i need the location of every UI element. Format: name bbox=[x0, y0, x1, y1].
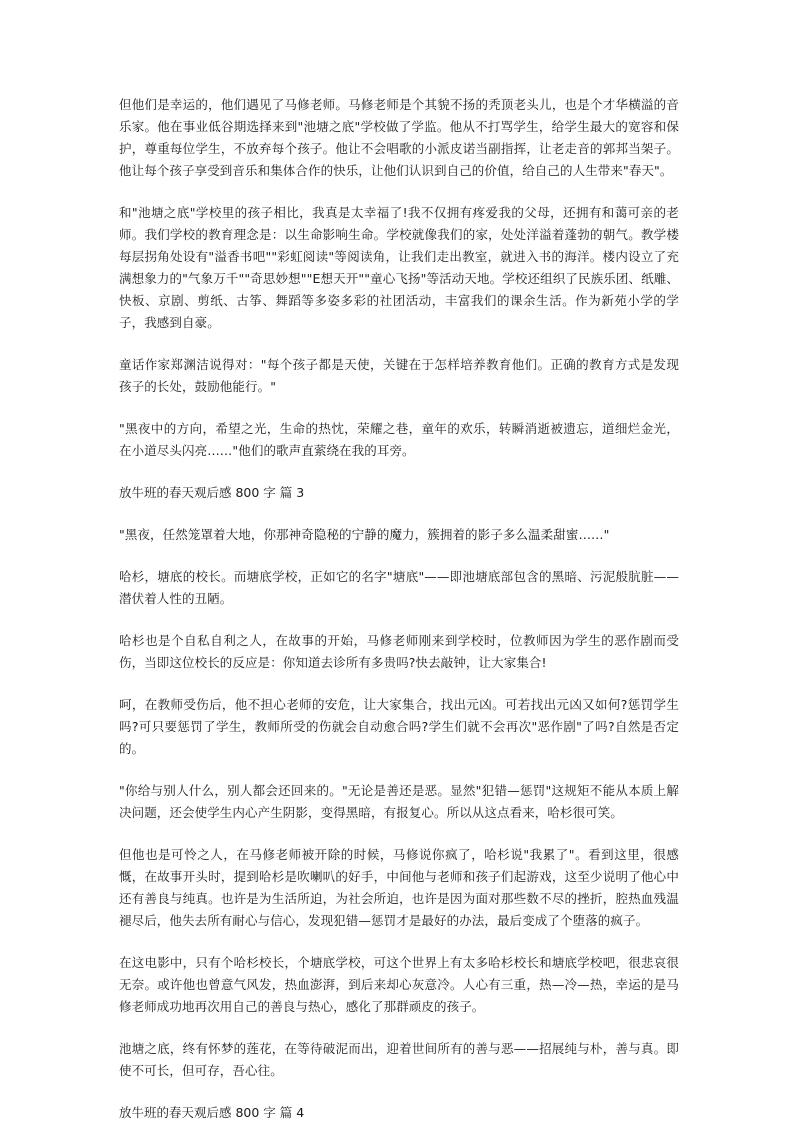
paragraph-teacher-mathieu: 但他们是幸运的，他们遇见了马修老师。马修老师是个其貌不扬的秃顶老头儿，也是个才华横溢的音乐家。他在事业低谷期选择来到"池塘之底"学校做了学监。他从不打骂学生，给学生最大的宽容和保护，尊重每位学生，不放弃每个孩子。他让不会唱歌的小派皮诺当副指挥，让老走音的郭邦当架子。他让每个孩子享受到音乐和集体合作的快乐，让他们认识到自己的价值，给自己的人生带来"春天"。 bbox=[119, 97, 679, 178]
paragraph-giving: "你给与别人什么，别人都会还回来的。"无论是善还是恶。显然"犯错—惩罚"这规矩不能从本质上解决问题，还会使学生内心产生阴影，变得黑暗，有报复心。所以从这点看来，哈杉很可笑。 bbox=[119, 783, 679, 820]
document-page bbox=[119, 94, 679, 1144]
paragraph-selfish: 哈杉也是个自私自利之人，在故事的开始，马修老师刚来到学校时，位教师因为学生的恶作剧而受伤，当即这位校长的反应是：你知道去诊所有多贵吗?快去敲钟，让大家集合! bbox=[119, 633, 679, 670]
paragraph-pitiful: 但他也是可怜之人，在马修老师被开除的时候，马修说你疯了，哈杉说"我累了"。看到这里，很感慨，在故事开头时，提到哈杉是吹喇叭的好手，中间他与老师和孩子们起游戏，这至少说明了他心中还有善良与纯真。也许是为生活所迫，为社会所迫，也许是因为面对那些数不尽的挫折，腔热血残温褪尽后，他失去所有耐心与信心，发现犯错—惩罚才是最好的办法，最后变成了个堕落的疯子。 bbox=[119, 847, 679, 928]
paragraph-my-school: 和"池塘之底"学校里的孩子相比，我真是太幸福了!我不仅拥有疼爱我的父母，还拥有和蔼可亲的老师。我们学校的教育理念是：以生命影响生命。学校就像我们的家，处处洋溢着蓬勃的朝气。教学楼每层拐角处设有"溢香书吧""彩虹阅读"等阅读角，让我们走出教室，就进入书的海洋。楼内设立了充满想象力的"气象万千""奇思妙想""E想天开""童心飞扬"等活动天地。学校还组织了民族乐团、纸雕、快板、京剧、剪纸、古筝、舞蹈等多姿多彩的社团活动，丰富我们的课余生活。作为新苑小学的学子，我感到自豪。 bbox=[119, 205, 679, 330]
section-heading-4: 放牛班的春天观后感 800 字 篇 4 bbox=[119, 1105, 305, 1120]
paragraph-movie-world: 在这电影中，只有个哈杉校长，个塘底学校，可这个世界上有太多哈杉校长和塘底学校吧，很悲哀很无奈。或许他也曾意气风发，热血澎湃，到后来却心灰意冷。人心有三重，热—冷—热，幸运的是马修老师成功地再次用自己的善良与热心，感化了那群顽皮的孩子。 bbox=[119, 955, 679, 1014]
paragraph-punishment: 呵，在教师受伤后，他不担心老师的安危，让大家集合，找出元凶。可若找出元凶又如何?惩罚学生吗?可只要惩罚了学生，教师所受的伤就会自动愈合吗?学生们就不会再次"恶作剧"了吗?自然是否定的。 bbox=[119, 697, 679, 756]
paragraph-principal: 哈杉，塘底的校长。而塘底学校，正如它的名字"塘底"——即池塘底部包含的黑暗、污泥般肮脏——潜伏着人性的丑陋。 bbox=[119, 569, 679, 606]
paragraph-lotus: 池塘之底，终有怀梦的莲花，在等待破泥而出，迎着世间所有的善与恶——招展纯与朴，善与真。即使不可长，但可存，吾心往。 bbox=[119, 1041, 679, 1078]
paragraph-quote-zheng: 童话作家郑渊洁说得对："每个孩子都是天使，关键在于怎样培养教育他们。正确的教育方式是发现孩子的长处，鼓励他能行。" bbox=[119, 357, 679, 394]
paragraph-night-song: "黑夜，任然笼罩着大地，你那神奇隐秘的宁静的魔力，簇拥着的影子多么温柔甜蜜……" bbox=[119, 527, 610, 542]
section-heading-3: 放牛班的春天观后感 800 字 篇 3 bbox=[119, 485, 305, 500]
paragraph-song: "黑夜中的方向，希望之光，生命的热忱，荣耀之巷，童年的欢乐，转瞬消逝被遗忘，道细烂金光，在小道尽头闪亮……"他们的歌声直萦绕在我的耳旁。 bbox=[119, 421, 679, 458]
